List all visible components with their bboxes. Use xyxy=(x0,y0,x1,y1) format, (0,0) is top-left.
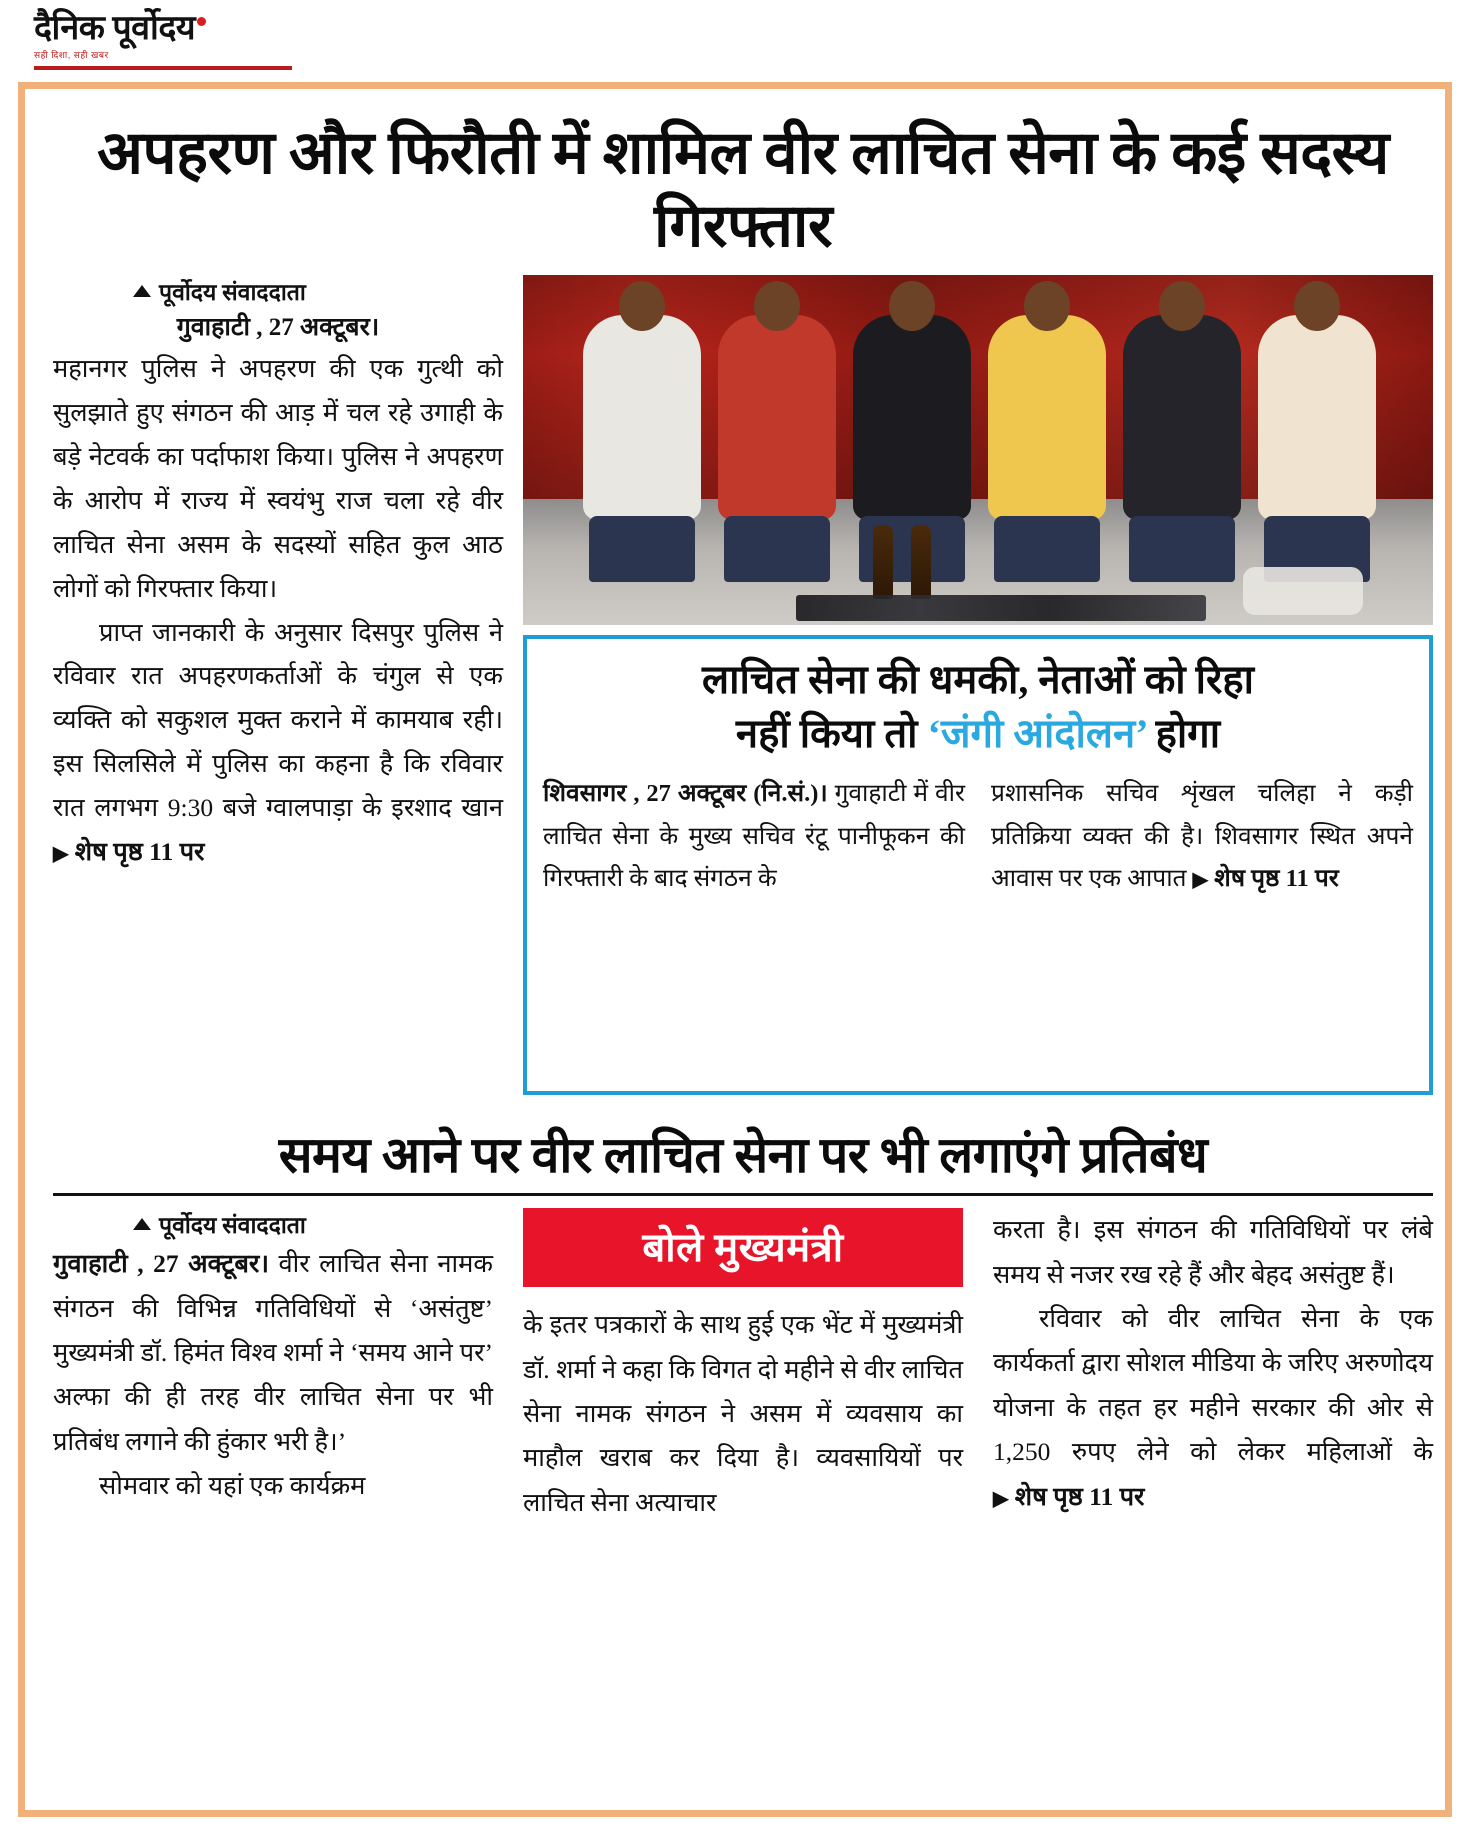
photo-bottle xyxy=(911,525,931,599)
logo-tagline: सही दिशा, सही खबर xyxy=(34,49,109,60)
jump-line[interactable] xyxy=(1193,865,1339,892)
photo-person-head xyxy=(1024,281,1070,331)
paragraph: करता है। इस संगठन की गतिविधियों पर लंबे समय से नजर रख रहे हैं और बेहद असंतुष्ट हैं। xyxy=(993,1215,1433,1289)
highlight-columns xyxy=(543,773,1413,899)
photo-person xyxy=(718,315,836,520)
paragraph: के इतर पत्रकारों के साथ हुई एक भेंट में मुख्यमंत्री डॉ. शर्मा ने कहा कि विगत दो महीने से वीर लाचित सेना नामक संगठन ने असम में व्यवसाय का माहौल खराब कर दिया है। व्यवसायियों पर लाचित सेना अत्याचार xyxy=(523,1310,963,1517)
secondary-page-title: समय आने पर वीर लाचित सेना पर भी लगाएंगे प्रतिबंध xyxy=(278,1127,1208,1184)
horizontal-rule xyxy=(53,1193,1433,1196)
triangle-bullet-icon xyxy=(133,1218,151,1230)
photo-person xyxy=(1123,315,1241,520)
photo-person-legs xyxy=(1129,516,1235,582)
main-article-body xyxy=(53,347,503,873)
highlight-title-line2 xyxy=(543,707,1413,761)
photo-person-legs xyxy=(994,516,1100,582)
second-article-body-1 xyxy=(53,1242,493,1508)
photo-person-head xyxy=(1159,281,1205,331)
second-article-body-2 xyxy=(523,1303,963,1525)
paragraph xyxy=(993,1297,1433,1519)
page-content xyxy=(53,103,1433,1525)
paragraph: महानगर पुलिस ने अपहरण की एक गुत्थी को सुलझाते हुए संगठन की आड़ में चल रहे उगाही के बड़े नेटवर्क का पर्दाफाश किया। पुलिस ने अपहरण के आरोप में राज्य में स्वयंभु राज चला रहे वीर लाचित सेना असम के सदस्यों सहित कुल आठ लोगों को गिरफ्तार किया। xyxy=(53,354,503,603)
triangle-bullet-icon xyxy=(133,285,151,297)
byline-row xyxy=(53,275,503,307)
photo-person-head xyxy=(619,281,665,331)
dateline: गुवाहाटी , 27 अक्टूबर। xyxy=(176,314,380,342)
paragraph-text: वीर लाचित सेना नामक संगठन की विभिन्न गतिविधियों से ‘असंतुष्ट’ मुख्यमंत्री डॉ. हिमंत विश्व शर्मा ने ‘समय आने पर’ अल्फा की ही तरह वीर लाचित सेना पर भी प्रतिबंध लगाने की हुंकार भरी है।’ xyxy=(53,1249,493,1456)
jump-arrow-icon: ▶ xyxy=(1192,868,1209,891)
logo-title: दैनिक पूर्वोदय xyxy=(34,12,294,46)
highlight-title xyxy=(543,653,1413,761)
highlight-title-pre: नहीं किया तो xyxy=(735,711,928,757)
byline-row xyxy=(53,1208,493,1240)
highlight-box xyxy=(523,635,1433,1095)
jump-arrow-icon: ▶ xyxy=(993,1487,1009,1510)
photo-bag xyxy=(1243,567,1363,615)
photo-person-head xyxy=(889,281,935,331)
photo-person-head xyxy=(1294,281,1340,331)
jump-label: शेष पृष्ठ 11 पर xyxy=(1014,1481,1145,1511)
paragraph-text: रविवार को वीर लाचित सेना के एक कार्यकर्ता द्वारा सोशल मीडिया के जरिए अरुणोदय योजना के तहत हर महीने सरकार की ओर से 1,250 रुपए लेने को लेकर महिलाओं के xyxy=(993,1304,1433,1467)
byline: पूर्वोदय संवाददाता xyxy=(159,280,306,306)
logo-dot-icon xyxy=(197,17,206,26)
top-section xyxy=(53,275,1433,1105)
highlight-column-1 xyxy=(543,773,965,899)
byline: पूर्वोदय संवाददाता xyxy=(159,1213,306,1239)
photo-person xyxy=(853,315,971,520)
highlight-title-accent: ‘जंगी आंदोलन’ xyxy=(927,711,1148,757)
page-frame xyxy=(18,82,1452,1817)
page-title: अपहरण और फिरौती में शामिल वीर लाचित सेना के कई सदस्य गिरफ्तार xyxy=(97,120,1389,260)
highlight-col2-text: प्रशासनिक सचिव शृंखल चलिहा ने कड़ी प्रतिक्रिया व्यक्त की है। शिवसागर स्थित अपने आवास पर एक आपात xyxy=(991,780,1413,892)
photo-person xyxy=(1258,315,1376,520)
photo-person xyxy=(988,315,1106,520)
photo-bottle xyxy=(873,525,893,599)
article-photo xyxy=(523,275,1433,625)
red-banner: बोले मुख्यमंत्री xyxy=(523,1208,963,1287)
highlight-dateline: शिवसागर , 27 अक्टूबर (नि.सं.)। xyxy=(543,780,828,808)
bottom-section xyxy=(53,1208,1433,1525)
main-article-column xyxy=(53,275,503,1095)
logo-underline xyxy=(34,66,292,70)
paragraph xyxy=(53,611,503,874)
jump-label: शेष पृष्ठ 11 पर xyxy=(1214,864,1339,892)
second-article-body-3 xyxy=(993,1208,1433,1519)
photo-person xyxy=(583,315,701,520)
paragraph xyxy=(53,1242,493,1464)
paragraph: सोमवार को यहां एक कार्यक्रम xyxy=(99,1471,366,1501)
jump-label: शेष पृष्ठ 11 पर xyxy=(74,836,205,866)
second-article-column-2 xyxy=(523,1208,963,1525)
highlight-col1-text: गुवाहाटी में वीर लाचित सेना के मुख्य सचिव रंटू पानीफूकन की गिरफ्तारी के बाद संगठन के xyxy=(543,780,965,892)
jump-line[interactable] xyxy=(53,837,204,866)
photo-seized-items xyxy=(796,595,1206,621)
photo-person-legs xyxy=(724,516,830,582)
second-article-column-3 xyxy=(993,1208,1433,1525)
photo-person-head xyxy=(754,281,800,331)
highlight-column-2 xyxy=(991,773,1413,899)
second-article-column-1 xyxy=(53,1208,493,1525)
masthead xyxy=(0,0,1470,78)
newspaper-logo xyxy=(34,8,294,64)
highlight-title-post: होगा xyxy=(1147,711,1221,757)
photo-person-legs xyxy=(589,516,695,582)
highlight-title-line1: लाचित सेना की धमकी, नेताओं को रिहा xyxy=(702,657,1254,703)
paragraph-text: प्राप्त जानकारी के अनुसार दिसपुर पुलिस ने रविवार रात अपहरणकर्ताओं के चंगुल से एक व्यक्ति को सकुशल मुक्त कराने में कामयाब रही। इस सिलसिले में पुलिस का कहना है कि रविवार रात लगभग 9:30 बजे ग्वालपाड़ा के इरशाद खान xyxy=(53,617,503,822)
dateline: गुवाहाटी , 27 अक्टूबर। xyxy=(53,1249,269,1279)
jump-arrow-icon: ▶ xyxy=(53,842,69,865)
jump-line[interactable] xyxy=(993,1482,1144,1511)
